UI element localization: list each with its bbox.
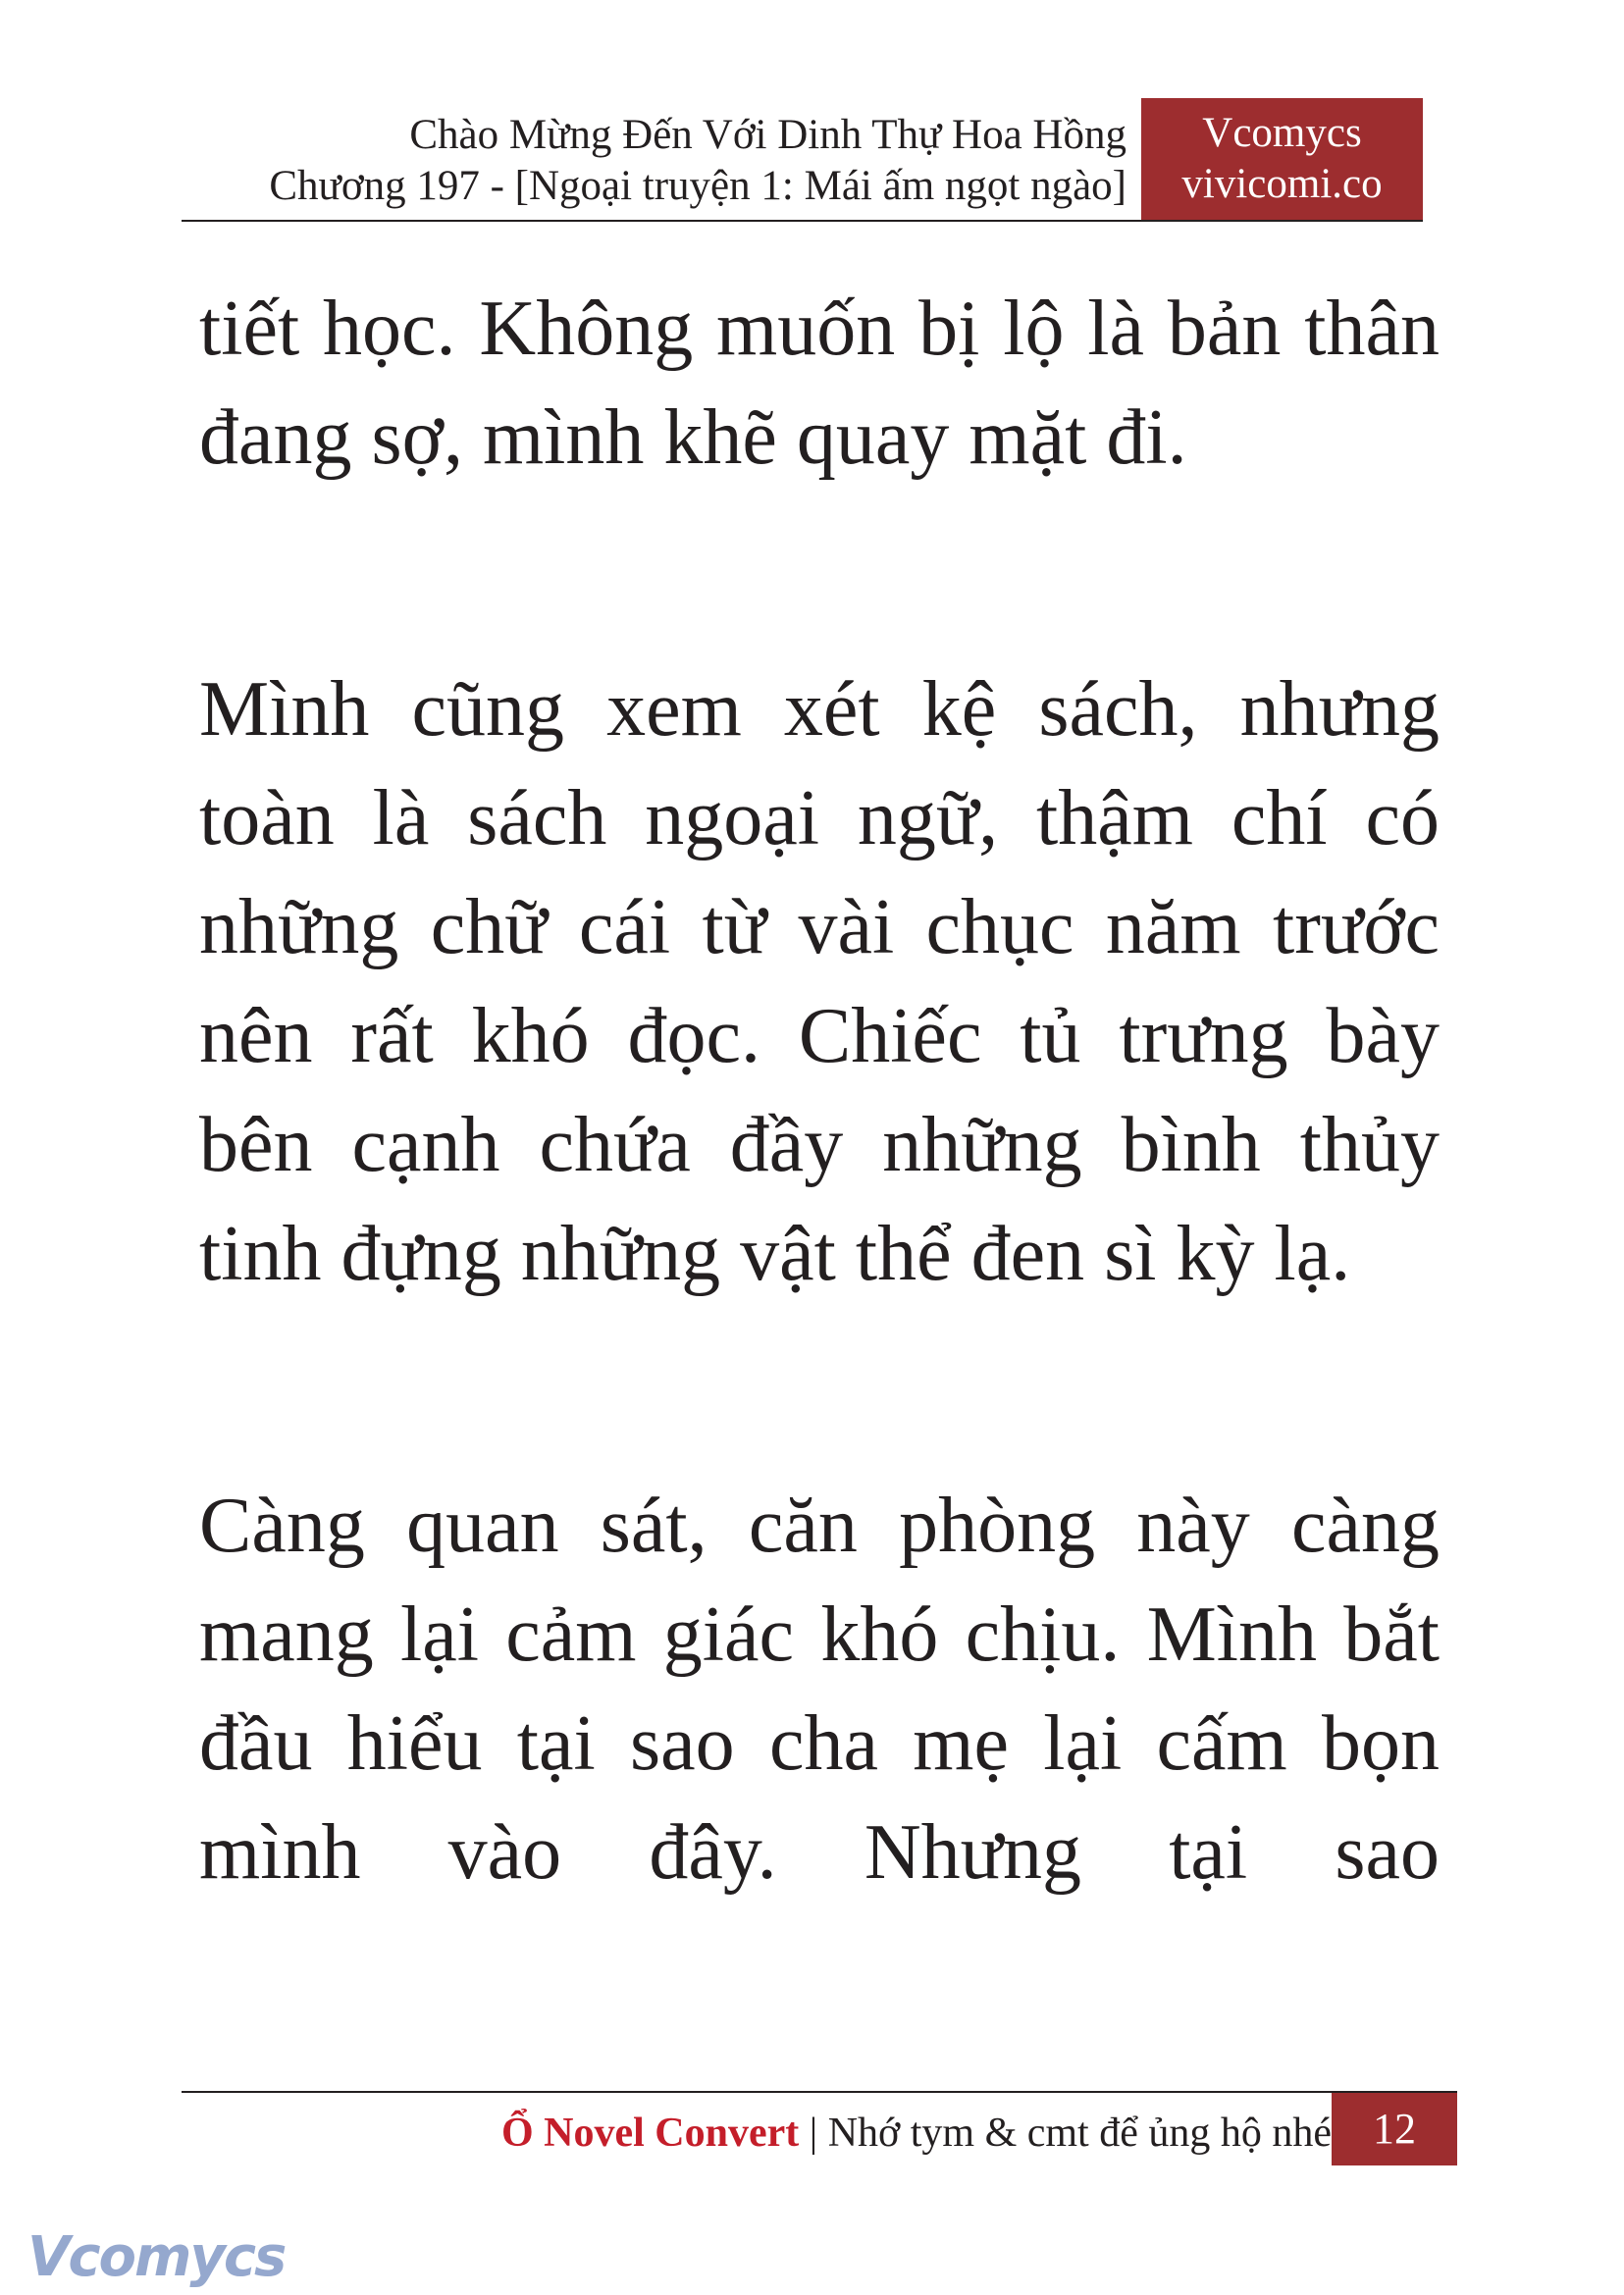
page-body (199, 275, 1440, 2070)
footer-text (501, 2109, 1332, 2158)
paragraph-3: Càng quan sát, căn phòng này càng mang lại cảm giác khó chịu. Mình bắt đầu hiểu tại sao cha mẹ lại cấm bọn mình vào đây. Nhưng tại sao (199, 1483, 1440, 1896)
brand-box (1141, 98, 1423, 220)
chapter-title: Chương 197 - [Ngoại truyện 1: Mái ấm ngọt ngào] (269, 163, 1126, 209)
footer-separator: | (809, 2111, 818, 2156)
footer-divider (182, 2091, 1457, 2093)
footer-message: Nhớ tym & cmt để ủng hộ nhé (827, 2111, 1332, 2156)
book-title: Chào Mừng Đến Với Dinh Thự Hoa Hồng (409, 112, 1126, 158)
page-header (182, 98, 1423, 221)
watermark-logo: Vcomycs (27, 2225, 286, 2289)
footer-brand: Ổ Novel Convert (500, 2111, 800, 2156)
header-titles (269, 110, 1126, 212)
brand-name: Vcomycs (1202, 110, 1362, 156)
page-number: 12 (1332, 2093, 1457, 2165)
paragraph-2: Mình cũng xem xét kệ sách, nhưng toàn là sách ngoại ngữ, thậm chí có những chữ cái từ vài chục năm trước nên rất khó đọc. Chiếc tủ trưng bày bên cạnh chứa đầy những bình thủy tinh đựng những vật thể đen sì kỳ lạ. (199, 666, 1440, 1297)
paragraph-1: tiết học. Không muốn bị lộ là bản thân đang sợ, mình khẽ quay mặt đi. (199, 286, 1440, 481)
page-footer (182, 2091, 1457, 2169)
header-divider (182, 220, 1423, 222)
brand-site: vivicomi.co (1181, 161, 1383, 207)
